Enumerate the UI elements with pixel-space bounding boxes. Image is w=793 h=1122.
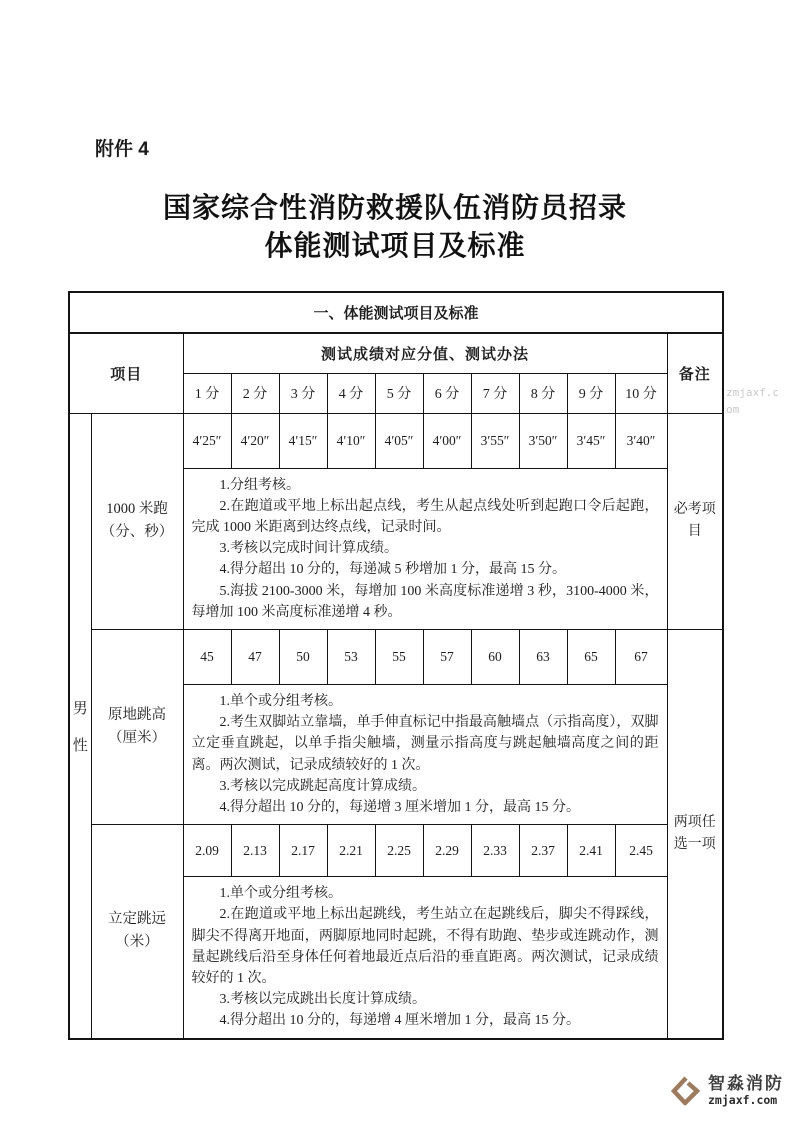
score-header-5: 5 分 — [375, 373, 423, 413]
score-value: 2.25 — [375, 825, 423, 877]
desc-paragraph: 2.在跑道或平地上标出起跳线，考生站立在起跳线后，脚尖不得踩线，脚尖不得离开地面，两脚原地同时起跳，不得有助跑、垫步或连跳动作，测量起跳线后沿至身体任何着地最近点后沿的垂直距离。两次测试，记录成绩较好的 1 次。 — [191, 907, 659, 986]
score-header-2: 2 分 — [231, 373, 279, 413]
score-value: 2.21 — [327, 825, 375, 877]
project-unit-text: （米） — [115, 934, 159, 951]
score-header-7: 7 分 — [471, 373, 519, 413]
project-name-text: 原地跳高 — [108, 707, 166, 724]
score-value: 2.29 — [423, 825, 471, 877]
score-value: 67 — [615, 629, 667, 684]
score-value: 65 — [567, 629, 615, 684]
score-header-10: 10 分 — [615, 373, 667, 413]
score-value: 3′55″ — [471, 413, 519, 468]
score-value: 4′05″ — [375, 413, 423, 468]
score-value: 3′40″ — [615, 413, 667, 468]
score-value: 45 — [183, 629, 231, 684]
score-value: 57 — [423, 629, 471, 684]
desc-paragraph: 1.分组考核。 — [219, 477, 300, 493]
score-value: 2.41 — [567, 825, 615, 877]
document-title — [68, 190, 722, 266]
remark-choose-one-of-two: 两项任选一项 — [667, 629, 723, 1038]
brand-stamp[interactable] — [671, 1074, 784, 1107]
test-method-1000m-run — [183, 468, 667, 629]
desc-paragraph: 4.得分超出 10 分的，每递增 3 厘米增加 1 分，最高 15 分。 — [219, 799, 580, 815]
project-name-vertical-jump — [91, 629, 183, 824]
score-value: 60 — [471, 629, 519, 684]
score-value: 4′25″ — [183, 413, 231, 468]
score-header-9: 9 分 — [567, 373, 615, 413]
score-header-6: 6 分 — [423, 373, 471, 413]
zhimiao-logo-icon — [671, 1075, 703, 1107]
desc-paragraph: 4.得分超出 10 分的，每递增 4 厘米增加 1 分，最高 15 分。 — [219, 1013, 580, 1029]
score-value: 53 — [327, 629, 375, 684]
col-header-remark: 备注 — [667, 333, 723, 413]
gender-char-2: 性 — [72, 737, 88, 754]
test-method-standing-long-jump — [183, 877, 667, 1039]
score-value: 4′15″ — [279, 413, 327, 468]
brand-name: 智淼消防 — [708, 1074, 784, 1093]
desc-paragraph: 4.得分超出 10 分的，每递减 5 秒增加 1 分，最高 15 分。 — [219, 562, 566, 578]
desc-paragraph: 1.单个或分组考核。 — [219, 886, 342, 902]
score-header-1: 1 分 — [183, 373, 231, 413]
score-value: 3′45″ — [567, 413, 615, 468]
col-header-project: 项目 — [69, 333, 183, 413]
test-method-vertical-jump — [183, 684, 667, 824]
score-value: 63 — [519, 629, 567, 684]
desc-paragraph: 5.海拔 2100-3000 米，每增加 100 米高度标准递增 3 秒，3100-4000 米，每增加 100 米高度标准递增 4 秒。 — [191, 583, 659, 620]
title-line-1: 国家综合性消防救援队伍消防员招录 — [162, 193, 627, 224]
gender-char-1: 男 — [72, 700, 88, 717]
score-value: 2.37 — [519, 825, 567, 877]
score-value: 2.13 — [231, 825, 279, 877]
project-name-standing-long-jump — [91, 825, 183, 1039]
score-value: 4′20″ — [231, 413, 279, 468]
project-unit-text: （厘米） — [108, 730, 166, 747]
score-value: 2.17 — [279, 825, 327, 877]
project-name-text: 立定跳远 — [108, 911, 166, 928]
title-line-2: 体能测试项目及标准 — [264, 231, 526, 262]
desc-paragraph: 3.考核以完成跳出长度计算成绩。 — [219, 992, 426, 1008]
score-value: 2.33 — [471, 825, 519, 877]
score-header-8: 8 分 — [519, 373, 567, 413]
table-section-title: 一、体能测试项目及标准 — [69, 292, 723, 333]
score-value: 4′10″ — [327, 413, 375, 468]
score-value: 47 — [231, 629, 279, 684]
score-value: 2.09 — [183, 825, 231, 877]
col-header-scores: 测试成绩对应分值、测试办法 — [183, 333, 667, 373]
score-header-3: 3 分 — [279, 373, 327, 413]
score-value: 2.45 — [615, 825, 667, 877]
desc-paragraph: 1.单个或分组考核。 — [219, 693, 342, 709]
project-name-1000m-run — [91, 413, 183, 629]
brand-site-url: zmjaxf.com — [708, 1093, 778, 1107]
score-header-4: 4 分 — [327, 373, 375, 413]
score-value: 4′00″ — [423, 413, 471, 468]
desc-paragraph: 3.考核以完成跳起高度计算成绩。 — [219, 778, 426, 794]
desc-paragraph: 2.考生双脚站立靠墙，单手伸直标记中指最高触墙点（示指高度），双脚立定垂直跳起，以单手指尖触墙，测量示指高度与跳起触墙高度之间的距离。两次测试，记录成绩较好的 1 次。 — [191, 715, 659, 773]
project-unit-text: （分、秒） — [100, 524, 174, 541]
desc-paragraph: 3.考核以完成时间计算成绩。 — [219, 541, 398, 557]
project-name-text: 1000 米跑 — [106, 501, 168, 518]
score-value: 3′50″ — [519, 413, 567, 468]
standards-table — [68, 291, 724, 1040]
score-value: 55 — [375, 629, 423, 684]
desc-paragraph: 2.在跑道或平地上标出起点线，考生从起点线处听到起跑口令后起跑，完成 1000 米距离到达终点线，记录时间。 — [191, 498, 659, 535]
site-watermark: zmjaxf.com — [726, 386, 779, 416]
attachment-label: 附件 4 — [95, 139, 149, 160]
remark-required-item: 必考项目 — [667, 413, 723, 629]
gender-cell — [69, 413, 91, 1039]
score-value: 50 — [279, 629, 327, 684]
